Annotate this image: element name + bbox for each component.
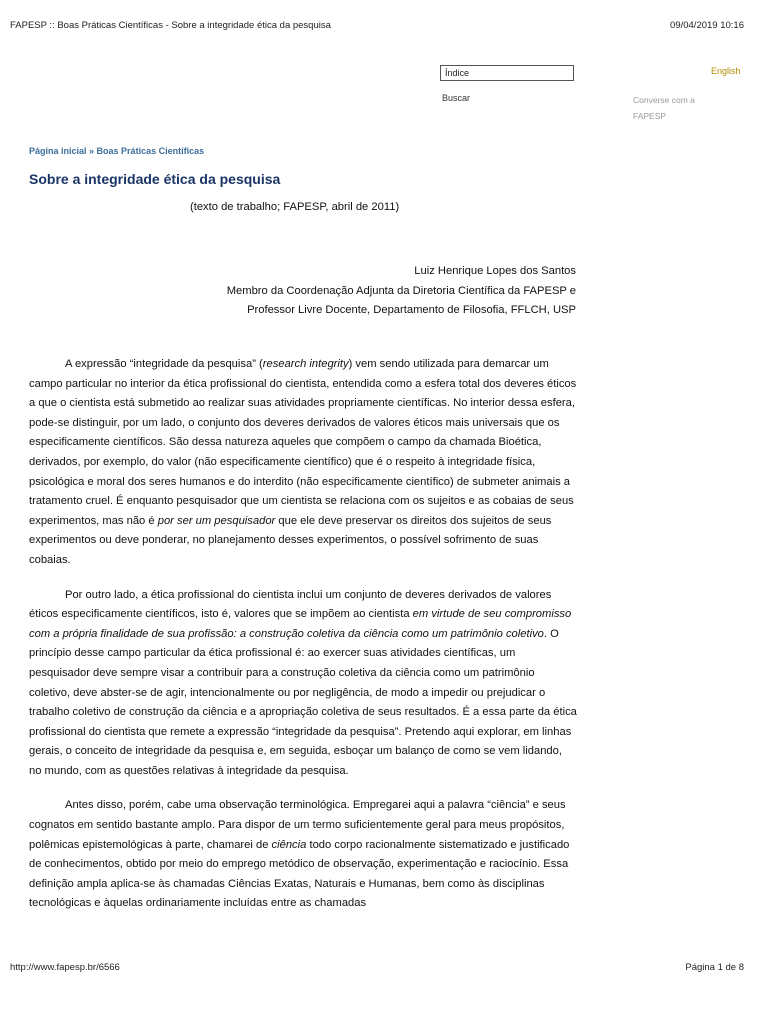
paragraph-2-italic: em virtude de seu compromisso com a própria finalidade de sua profissão: a construção coletiva da ciência como um patrimônio coletivo bbox=[29, 608, 572, 640]
paragraph-2-text-b: . O princípio desse campo particular da ética profissional é: ao exercer suas atividades científicas, um pesquisador deve sempre visar a contribuir para a construção coletiva da ciência como um patrimônio coletivo, deve abster-se de agir, intencionalmente ou por negligência, de modo a impedir ou prejudicar o trabalho coletivo de construção da ciência e a apropriação coletiva de seus resultados. É a essa parte da ética profissional do cientista que remete a expressão “integridade da pesquisa”. Pretendo aqui explorar, em linhas gerais, o conceito de integridade da pesquisa e, em seguida, esboçar um balanço de como se vem lidando, no mundo, com as questões relativas à integridade da pesquisa. bbox=[29, 627, 577, 777]
language-link-english[interactable]: English bbox=[711, 66, 741, 76]
article-body bbox=[29, 355, 577, 929]
paragraph-1-text-a: A expressão “integridade da pesquisa” ( bbox=[65, 358, 263, 370]
breadcrumb-separator: » bbox=[86, 146, 97, 156]
author-block bbox=[227, 262, 576, 321]
page-url: http://www.fapesp.br/6566 bbox=[10, 962, 120, 973]
paragraph-1-italic-a: research integrity bbox=[262, 358, 349, 370]
paragraph-3-text-b: todo corpo racionalmente sistematizado e justificado de conhecimentos, obtido por meio do emprego metódico de observação, experimentação e raciocínio. Essa definição ampla aplica-se às chamadas Ciências Exatas, Naturais e Humanas, bem como às disciplinas tecnológicas e àquelas ordinariamente incluídas entre as chamadas bbox=[29, 838, 570, 910]
paragraph-2 bbox=[29, 586, 577, 782]
paragraph-3-text-a: Antes disso, porém, cabe uma observação terminológica. Empregarei aqui a palavra “ciência” e seus cognatos em sentido bastante amplo. Para dispor de um termo suficientemente geral para meus propósitos, polêmicas epistemológicas à parte, chamarei de bbox=[29, 799, 566, 851]
author-role-2: Professor Livre Docente, Departamento de Filosofia, FFLCH, USP bbox=[247, 304, 576, 317]
contact-link[interactable]: Converse com a FAPESP bbox=[633, 95, 695, 121]
paragraph-1-text-c: que ele deve preservar os direitos dos sujeitos de seus experimentos ou deve ponderar, no planejamento desses experimentos, o possível sofrimento de suas cobaias. bbox=[29, 514, 552, 566]
breadcrumb-section-link[interactable]: Boas Práticas Científicas bbox=[96, 146, 205, 156]
author-role-1: Membro da Coordenação Adjunta da Diretoria Científica da FAPESP e bbox=[226, 284, 576, 297]
print-footer bbox=[10, 962, 758, 973]
paragraph-2-text-a: Por outro lado, a ética profissional do cientista inclui um conjunto de deveres derivados de valores éticos especificamente científicos, isto é, valores que se impõem ao cientista bbox=[29, 588, 552, 621]
subtitle: (texto de trabalho; FAPESP, abril de 2011) bbox=[190, 201, 400, 213]
author-name: Luiz Henrique Lopes dos Santos bbox=[414, 265, 576, 277]
breadcrumb bbox=[29, 146, 204, 156]
print-header bbox=[10, 20, 758, 31]
paragraph-3 bbox=[29, 796, 577, 914]
paragraph-3-italic: ciência bbox=[271, 838, 307, 851]
search-input[interactable] bbox=[440, 65, 574, 81]
page-title: Sobre a integridade ética da pesquisa bbox=[29, 171, 281, 187]
page-number: Página 1 de 8 bbox=[685, 962, 744, 973]
breadcrumb-home-link[interactable]: Página inicial bbox=[29, 146, 87, 156]
paragraph-1-text-b: ) vem sendo utilizada para demarcar um campo particular no interior da ética profissional do cientista, entendida como a esfera total dos deveres éticos a que o cientista está submetido ao realizar suas atividades propriamente científicas. No interior dessa esfera, pode-se distinguir, por um lado, o conjunto dos deveres derivados de valores éticos mais universais que os especificamente científicos. São dessa natureza aqueles que compõem o campo da chamada Bioética, derivados, por exemplo, do valor (não especificamente científico) que é o respeito à integridade física, psicológica e moral dos seres humanos e do interdito (não especificamente científico) de submeter animais a tratamento cruel. É enquanto pesquisador que um cientista se relaciona com os sujeitos e as cobaias de seus experimentos, mas não é bbox=[29, 358, 577, 527]
document-title: FAPESP :: Boas Práticas Científicas - Sobre a integridade ética da pesquisa bbox=[10, 20, 331, 31]
search-button[interactable]: Buscar bbox=[442, 93, 471, 103]
print-datetime: 09/04/2019 10:16 bbox=[670, 20, 744, 31]
paragraph-1 bbox=[29, 355, 577, 571]
paragraph-1-italic-b: por ser um pesquisador bbox=[157, 514, 276, 527]
